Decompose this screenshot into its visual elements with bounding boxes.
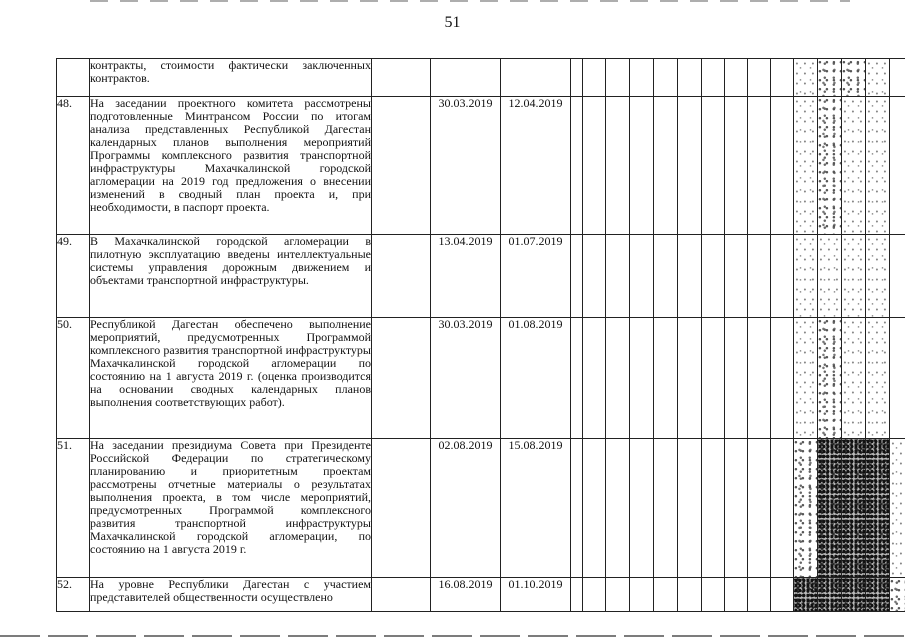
end-date: 15.08.2019 [501, 439, 571, 578]
scan-bottom-edge [0, 635, 905, 637]
row-description: На уровне Республики Дагестан с участием представителей общественности осуществлено [90, 578, 372, 612]
row-number: 51. [57, 439, 90, 578]
row-number: 50. [57, 318, 90, 439]
row-number: 52. [57, 578, 90, 612]
schedule-table [56, 58, 905, 612]
end-date: 12.04.2019 [501, 97, 571, 235]
start-date: 16.08.2019 [431, 578, 501, 612]
row-number: 48. [57, 97, 90, 235]
row-number: 49. [57, 235, 90, 318]
end-date: 01.10.2019 [501, 578, 571, 612]
start-date: 02.08.2019 [431, 439, 501, 578]
table-row [57, 318, 905, 439]
row-description: контракты, стоимости фактически заключенных контрактов. [90, 59, 372, 97]
start-date [431, 59, 501, 97]
row-number [57, 59, 90, 97]
table-row [57, 235, 905, 318]
row-description: На заседании проектного комитета рассмотрены подготовленные Минтрансом России по итогам анализа представленных Республикой Дагестан календарных планов выполнения мероприятий Программы комплексного развития транспортной инфраструктуры Махачкалинской городской агломерации на 2019 год предложения о внесении изменений в сводный план проекта и, при необходимости, в паспорт проекта. [90, 97, 372, 235]
table-row [57, 439, 905, 578]
scan-top-edge [90, 0, 850, 2]
start-date: 30.03.2019 [431, 318, 501, 439]
row-description: В Махачкалинской городской агломерации в пилотную эксплуатацию введены интеллектуальные системы управления дорожным движением и объектами транспортной инфраструктуры. [90, 235, 372, 318]
start-date: 13.04.2019 [431, 235, 501, 318]
row-description: Республикой Дагестан обеспечено выполнение мероприятий, предусмотренных Программой комплексного развития транспортной инфраструктуры Махачкалинской городской агломерации по состоянию на 1 августа 2019 г. (оценка производится на основании сводных календарных планов выполнения соответствующих работ). [90, 318, 372, 439]
page-number: 51 [444, 14, 461, 31]
table-row [57, 59, 905, 97]
end-date: 01.08.2019 [501, 318, 571, 439]
table-row [57, 578, 905, 612]
start-date: 30.03.2019 [431, 97, 501, 235]
end-date [501, 59, 571, 97]
row-description: На заседании президиума Совета при Президенте Российской Федерации по стратегическому планированию и приоритетным проектам рассмотрены отчетные материалы о результатах выполнения проекта, в том числе мероприятий, предусмотренных Программой комплексного развития транспортной инфраструктуры Махачкалинской городской агломерации, по состоянию на 1 августа 2019 г. [90, 439, 372, 578]
table-row [57, 97, 905, 235]
end-date: 01.07.2019 [501, 235, 571, 318]
